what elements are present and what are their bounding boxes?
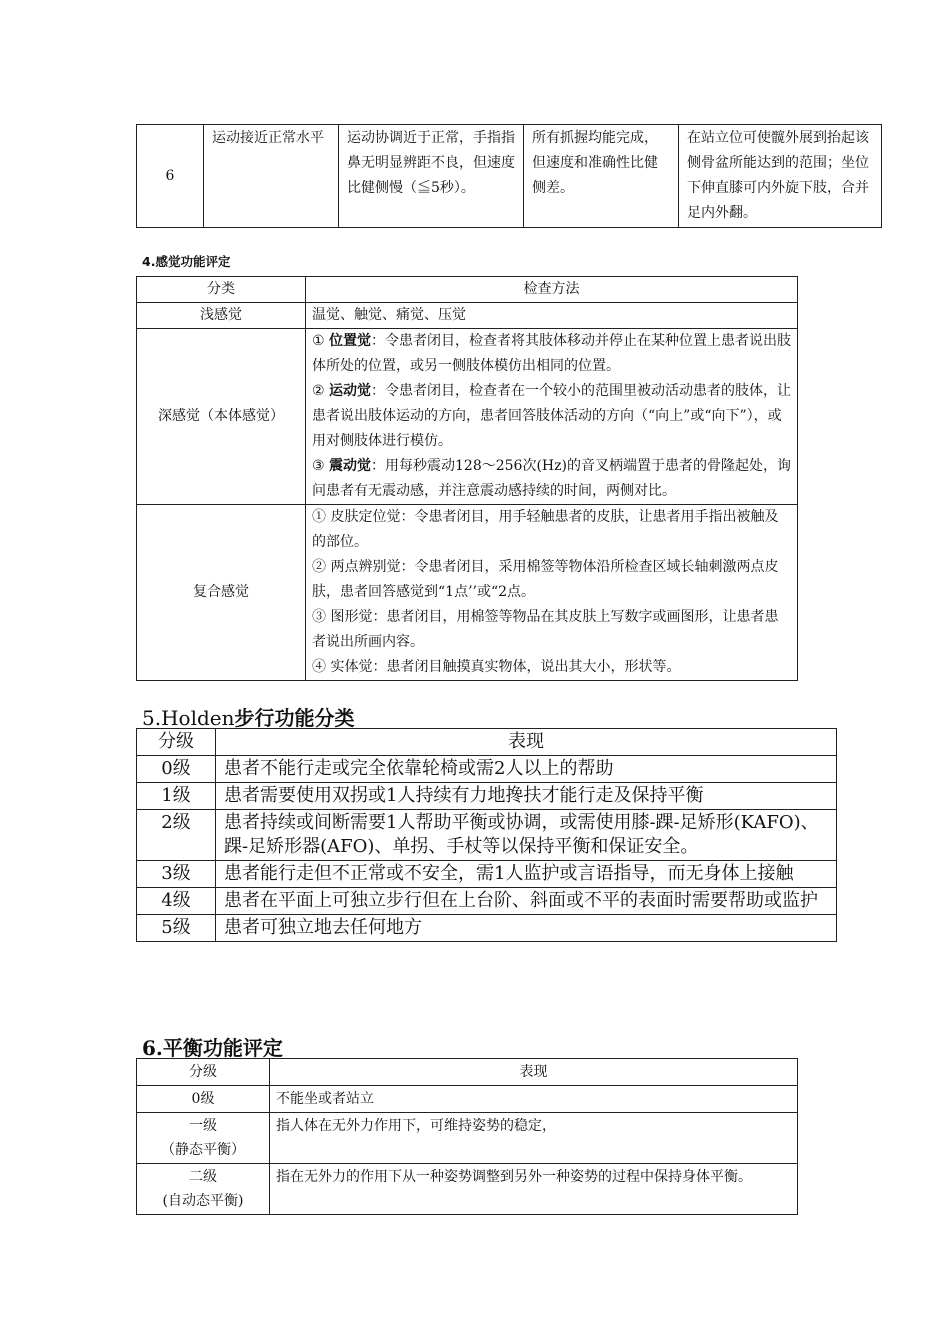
grade-cell: 6 (137, 125, 204, 228)
description-cell: 指人体在无外力作用下，可维持姿势的稳定， (270, 1113, 798, 1164)
level-cell (137, 1113, 270, 1164)
item-marker: ② (312, 383, 325, 399)
list-item: ① 皮肤定位觉：令患者闭目，用手轻触患者的皮肤，让患者用手指出被触及的部位。 (312, 509, 779, 550)
section5-title (142, 702, 354, 731)
table-row (137, 1113, 798, 1164)
section5-title-prefix: 5.Holden (142, 706, 235, 730)
list-item: ③ 图形觉：患者闭目，用棉签等物品在其皮肤上写数字或画图形，让患者患者说出所画内容。 (312, 609, 779, 650)
table-row (137, 303, 798, 329)
description-cell: 患者能行走但不正常或不安全，需1人监护或言语指导，而无身体上接触 (216, 861, 837, 888)
table-row (137, 1086, 798, 1113)
table-row (137, 915, 837, 942)
category-cell: 深感觉（本体感觉） (137, 329, 306, 505)
description-cell: 指在无外力的作用下从一种姿势调整到另外一种姿势的过程中保持身体平衡。 (270, 1164, 798, 1215)
table-row (137, 783, 837, 810)
table-row (137, 756, 837, 783)
description-cell: 患者不能行走或完全依靠轮椅或需2人以上的帮助 (216, 756, 837, 783)
table-row (137, 125, 882, 228)
description-cell: 患者持续或间断需要1人帮助平衡或协调，或需使用膝-踝-足矫形(KAFO)、踝-足矫形器(AFO)、单拐、手杖等以保持平衡和保证安全。 (216, 810, 837, 861)
section5-title-suffix: 步行功能分类 (234, 706, 355, 730)
level-sublabel: （静态平衡） (161, 1142, 245, 1158)
lower-limb-cell: 在站立位可使髋外展到抬起该侧骨盆所能达到的范围；坐位下伸直膝可内外旋下肢，合并足内外翻。 (679, 125, 882, 228)
description-cell: 运动接近正常水平 (204, 125, 339, 228)
table-row (137, 329, 798, 505)
category-cell: 浅感觉 (137, 303, 306, 329)
header-description: 表现 (216, 729, 837, 756)
table-row (137, 1164, 798, 1215)
description-cell: 患者可独立地去任何地方 (216, 915, 837, 942)
description-cell: 患者需要使用双拐或1人持续有力地搀扶才能行走及保持平衡 (216, 783, 837, 810)
section4-title: 4.感觉功能评定 (142, 254, 231, 269)
header-method: 检查方法 (306, 277, 798, 303)
method-cell (306, 329, 798, 505)
description-cell: 不能坐或者站立 (270, 1086, 798, 1113)
list-item: ④ 实体觉：患者闭目触摸真实物体，说出其大小，形状等。 (312, 659, 681, 675)
level-cell: 5级 (137, 915, 216, 942)
method-cell: 温觉、触觉、痛觉、压觉 (306, 303, 798, 329)
item-name: 运动觉 (329, 383, 372, 399)
header-category: 分类 (137, 277, 306, 303)
coordination-cell: 运动协调近于正常，手指指鼻无明显辨距不良，但速度比健侧慢（≦5秒）。 (339, 125, 524, 228)
category-cell: 复合感觉 (137, 505, 306, 681)
description-cell: 患者在平面上可独立步行但在上台阶、斜面或不平的表面时需要帮助或监护 (216, 888, 837, 915)
item-name: 位置觉 (329, 333, 372, 349)
item-text: ：用每秒震动128～256次(Hz)的音叉柄端置于患者的骨隆起处，询问患者有无震动感，并注意震动感持续的时间，两侧对比。 (312, 458, 791, 499)
header-level: 分级 (137, 729, 216, 756)
level-cell: 2级 (137, 810, 216, 861)
grasp-cell: 所有抓握均能完成，但速度和准确性比健侧差。 (524, 125, 679, 228)
level-cell: 0级 (137, 756, 216, 783)
list-item (312, 329, 791, 379)
item-text: ：令患者闭目，检查者在一个较小的范围里被动活动患者的肢体，让患者说出肢体运动的方向，患者回答肢体活动的方向（“向上”或“向下”），或用对侧肢体进行模仿。 (312, 383, 792, 449)
level-label: 一级 (189, 1118, 217, 1134)
level-cell: 4级 (137, 888, 216, 915)
level-label: 二级 (189, 1169, 217, 1185)
level-cell: 3级 (137, 861, 216, 888)
table-header-row (137, 277, 798, 303)
item-marker: ③ (312, 458, 325, 474)
table-header-row (137, 1059, 798, 1086)
list-item (312, 379, 791, 454)
table-row (137, 505, 798, 681)
level-cell: 0级 (137, 1086, 270, 1113)
item-name: 震动觉 (329, 458, 372, 474)
table-row (137, 861, 837, 888)
level-sublabel: (自动态平衡) (162, 1193, 244, 1209)
section6-title: 6.平衡功能评定 (142, 1036, 283, 1060)
method-cell (306, 505, 798, 681)
header-level: 分级 (137, 1059, 270, 1086)
sensory-table (136, 276, 798, 681)
holden-table (136, 728, 837, 942)
list-item: ② 两点辨别觉：令患者闭目，采用棉签等物体沿所检查区域长轴刺激两点皮肤，患者回答感觉到“1点’’或“2点。 (312, 559, 779, 600)
table-header-row (137, 729, 837, 756)
item-marker: ① (312, 333, 325, 349)
motor-function-table (136, 124, 882, 228)
list-item (312, 454, 791, 504)
balance-table (136, 1058, 798, 1215)
level-cell (137, 1164, 270, 1215)
header-description: 表现 (270, 1059, 798, 1086)
table-row (137, 810, 837, 861)
level-cell: 1级 (137, 783, 216, 810)
table-row (137, 888, 837, 915)
item-text: ：令患者闭目，检查者将其肢体移动并停止在某种位置上患者说出肢体所处的位置，或另一侧肢体模仿出相同的位置。 (312, 333, 792, 374)
